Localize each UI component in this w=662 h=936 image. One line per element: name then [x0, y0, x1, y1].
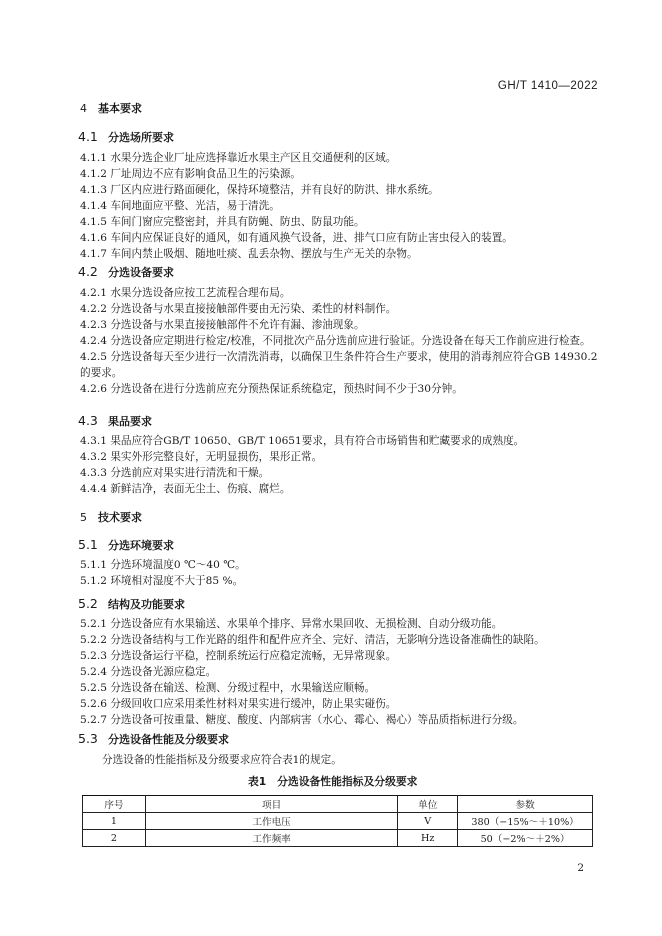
subsection-title: 分选设备要求 [108, 266, 174, 279]
list-item: 5.2.7 分选设备可按重量、糖度、酸度、内部病害（水心、霉心、褐心）等品质指标进行分级。 [80, 714, 524, 726]
list-item: 4.3.3 分选前应对果实进行清洗和干燥。 [80, 467, 270, 479]
list-item: 5.2.2 分选设备结构与工作光路的组件和配件应齐全、完好、清洁，无影响分选设备准确性的缺陷。 [80, 634, 545, 646]
subsection-number: 5.1 [78, 537, 98, 552]
list-item: 4.2.1 水果分选设备应按工艺流程合理布局。 [80, 287, 291, 299]
list-item: 5.1.1 分选环境温度0 ℃～40 ℃。 [80, 559, 246, 571]
subsection-4-1-heading [78, 129, 174, 145]
subsection-title: 分选场所要求 [108, 131, 174, 144]
table-caption: 表1 分选设备性能指标及分级要求 [248, 775, 418, 788]
section-title: 技术要求 [98, 511, 142, 524]
subsection-number: 4.3 [78, 413, 98, 428]
section-5-1-list [80, 557, 246, 589]
list-item: 5.2.3 分选设备运行平稳，控制系统运行应稳定流畅，无异常现象。 [80, 650, 397, 662]
subsection-5-1-heading [78, 537, 174, 553]
page-number: 2 [577, 862, 584, 874]
table-cell: V [398, 813, 458, 830]
table-row [83, 830, 593, 847]
subsection-number: 5.3 [78, 731, 98, 746]
table-header-cell: 参数 [458, 796, 593, 813]
subsection-number: 4.2 [78, 264, 98, 279]
table-cell: 50（−2%～＋2%） [458, 830, 593, 847]
list-item: 4.2.6 分选设备在进行分选前应充分预热保证系统稳定，预热时间不少于30分钟。 [80, 383, 463, 395]
subsection-title: 果品要求 [108, 415, 152, 428]
list-item: 4.2.3 分选设备与水果直接接触部件不允许有漏、渗油现象。 [80, 319, 365, 331]
subsection-title: 分选设备性能及分级要求 [108, 733, 229, 746]
subsection-4-2-heading [78, 264, 174, 280]
list-item: 4.1.1 水果分选企业厂址应选择靠近水果主产区且交通便利的区域。 [80, 152, 397, 164]
list-item: 4.4.4 新鲜洁净，表面无尘土、伤痕、腐烂。 [80, 483, 291, 495]
table-header-cell: 序号 [83, 796, 146, 813]
table-header-row [83, 796, 593, 813]
subsection-number: 5.2 [78, 596, 98, 611]
table-cell: 工作频率 [145, 830, 397, 847]
subsection-5-3-heading [78, 731, 229, 747]
subsection-5-2-heading [78, 596, 185, 612]
table-header-cell: 项目 [145, 796, 397, 813]
list-item: 5.1.2 环境相对湿度不大于85 %。 [80, 575, 244, 587]
list-item: 4.3.2 果实外形完整良好，无明显损伤，果形正常。 [80, 451, 323, 463]
section-title: 基本要求 [98, 102, 142, 115]
section-number: 4 [80, 102, 87, 115]
table-header-cell: 单位 [398, 796, 458, 813]
section-5-2-list [80, 616, 545, 728]
subsection-title: 分选环境要求 [108, 539, 174, 552]
table-cell: Hz [398, 830, 458, 847]
list-item: 4.1.5 车间门窗应完整密封，并具有防蝇、防虫、防鼠功能。 [80, 216, 365, 228]
list-item: 5.2.6 分级回收口应采用柔性材料对果实进行缓冲，防止果实碰伤。 [80, 698, 397, 710]
section-4-3-list [80, 433, 524, 497]
subsection-title: 结构及功能要求 [108, 598, 185, 611]
list-item: 4.1.4 车间地面应平整、光洁，易于清洗。 [80, 200, 280, 212]
section-5-heading [80, 509, 142, 525]
list-item: 4.1.7 车间内禁止吸烟、随地吐痰、乱丢杂物、摆放与生产无关的杂物。 [80, 248, 418, 260]
section-4-heading [80, 100, 142, 116]
list-item: 5.2.4 分选设备光源应稳定。 [80, 666, 217, 678]
paragraph: 分选设备的性能指标及分级要求应符合表1的规定。 [102, 754, 342, 766]
list-item: 4.1.6 车间内应保证良好的通风，如有通风换气设备，进、排气口应有防止害虫侵入的装置。 [80, 232, 513, 244]
list-item: 5.2.5 分选设备在输送、检测、分级过程中，水果输送应顺畅。 [80, 682, 376, 694]
section-4-1-list [80, 150, 513, 262]
table-cell: 2 [83, 830, 146, 847]
list-item: 4.1.3 厂区内应进行路面硬化，保持环境整洁，并有良好的防洪、排水系统。 [80, 184, 439, 196]
table-cell: 1 [83, 813, 146, 830]
list-item: 4.2.5 分选设备每天至少进行一次清洗消毒，以确保卫生条件符合生产要求，使用的消毒剂应符合GB 14930.2的要求。 [80, 351, 598, 379]
table-cell: 工作电压 [145, 813, 397, 830]
list-item: 4.3.1 果品应符合GB/T 10650、GB/T 10651要求，具有符合市场销售和贮藏要求的成熟度。 [80, 435, 525, 447]
standard-number: GH/T 1410—2022 [497, 80, 598, 92]
list-item: 4.2.4 分选设备应定期进行检定/校准，不同批次产品分选前应进行验证。分选设备在每天工作前应进行检查。 [80, 335, 591, 347]
table-cell: 380（−15%～＋10%） [458, 813, 593, 830]
section-4-2-list [80, 285, 600, 397]
subsection-number: 4.1 [78, 129, 98, 144]
list-item: 4.1.2 厂址周边不应有影响食品卫生的污染源。 [80, 168, 302, 180]
subsection-4-3-heading [78, 413, 152, 429]
list-item: 5.2.1 分选设备应有水果输送、水果单个排序、异常水果回收、无损检测、自动分级功能。 [80, 618, 503, 630]
list-item: 4.2.2 分选设备与水果直接接触部件要由无污染、柔性的材料制作。 [80, 303, 397, 315]
table-row [83, 813, 593, 830]
performance-table [82, 795, 593, 847]
section-number: 5 [80, 511, 87, 524]
